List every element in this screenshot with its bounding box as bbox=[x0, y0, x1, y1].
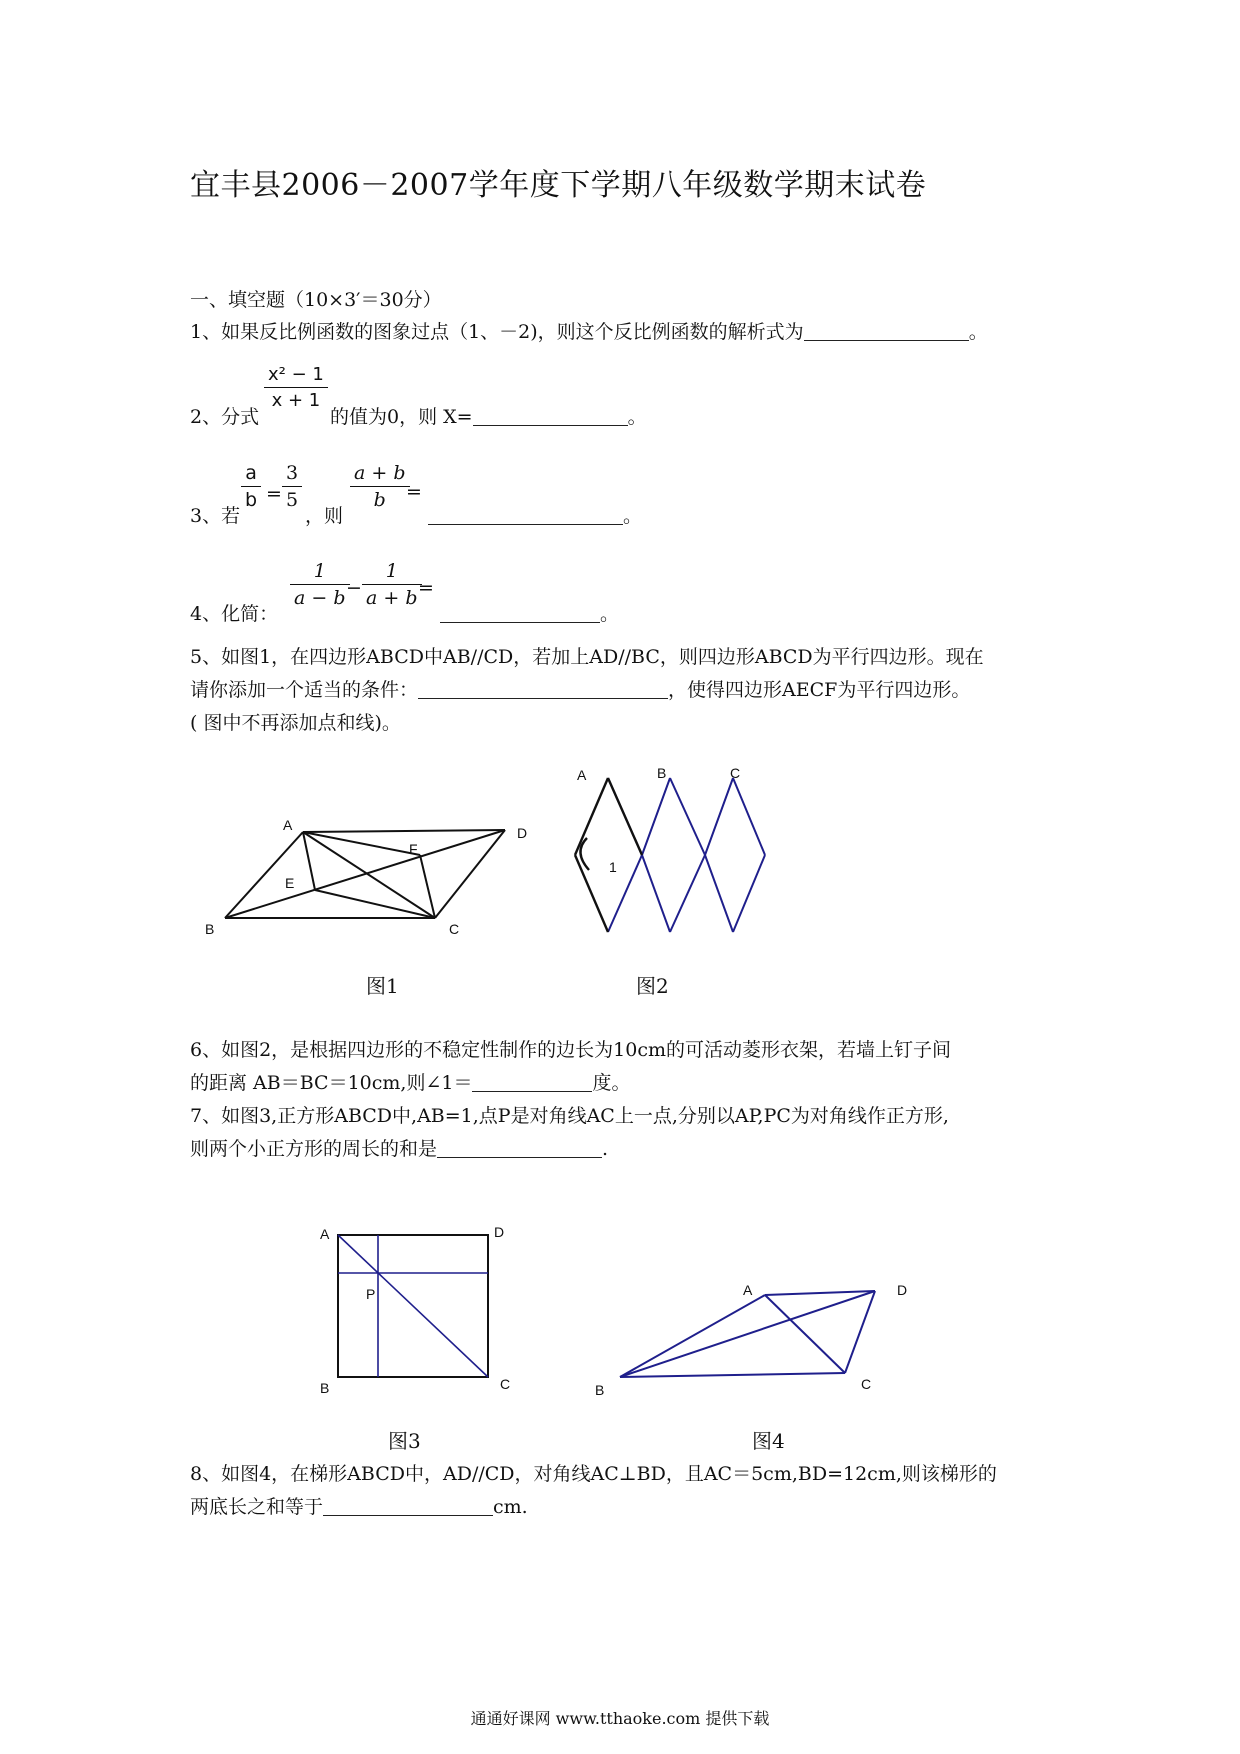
figure-2-rhombus-rack bbox=[565, 760, 790, 950]
fig1-edge-dc bbox=[435, 830, 505, 918]
fraction-numerator: 1 bbox=[313, 560, 326, 582]
fig2-edge bbox=[733, 855, 765, 932]
fraction-numerator: 1 bbox=[385, 560, 398, 582]
question-1-end: 。 bbox=[968, 321, 988, 343]
answer-blank-5[interactable] bbox=[418, 678, 668, 699]
question-3-fraction-sum bbox=[350, 462, 410, 511]
answer-blank-2[interactable] bbox=[473, 405, 628, 426]
fig2-edge-left-upper bbox=[575, 778, 608, 855]
fig2-edge bbox=[705, 855, 733, 932]
figure-1-caption: 图1 bbox=[366, 974, 399, 998]
figure-2-caption: 图2 bbox=[636, 974, 669, 998]
fig2-edge bbox=[705, 778, 733, 855]
answer-blank-1[interactable] bbox=[804, 320, 969, 341]
question-8-line-1: 8、如图4，在梯形ABCD中，AD//CD，对角线AC⊥BD，且AC＝5cm,BD=12cm,则该梯形的 bbox=[190, 1463, 997, 1485]
figure-4-caption: 图4 bbox=[752, 1429, 785, 1453]
fig4-edge-dc bbox=[845, 1291, 875, 1373]
fig2-label-c: C bbox=[730, 765, 741, 781]
fraction-numerator: a bbox=[245, 462, 257, 484]
fig4-edge-bc bbox=[620, 1373, 845, 1377]
fig2-label-angle-1: 1 bbox=[609, 859, 617, 875]
fig1-edge-ad bbox=[303, 830, 505, 832]
fig2-label-a: A bbox=[577, 767, 587, 783]
question-4-prefix: 4、化简： bbox=[190, 603, 279, 625]
fig1-label-f: F bbox=[409, 841, 418, 857]
section-heading-fill-blank: 一、填空题（10×3′＝30分） bbox=[190, 289, 442, 311]
fig4-label-d: D bbox=[897, 1282, 908, 1298]
question-7-line-2 bbox=[190, 1135, 608, 1163]
fig1-label-c: C bbox=[449, 921, 460, 937]
question-4 bbox=[440, 600, 619, 628]
fig3-label-a: A bbox=[320, 1226, 330, 1242]
answer-blank-6[interactable] bbox=[472, 1071, 592, 1092]
question-8-text-tail: cm. bbox=[493, 1496, 528, 1518]
fig3-label-b: B bbox=[320, 1380, 330, 1395]
fig2-edge bbox=[670, 778, 705, 855]
question-6-line-2 bbox=[190, 1069, 630, 1097]
fig3-label-d: D bbox=[494, 1225, 505, 1240]
question-1-text: 1、如果反比例函数的图象过点（1、－2)，则这个反比例函数的解析式为 bbox=[190, 321, 804, 343]
answer-blank-4[interactable] bbox=[440, 602, 600, 623]
fig2-edge bbox=[733, 778, 765, 855]
fraction-denominator: a + b bbox=[366, 587, 418, 609]
fig3-label-c: C bbox=[500, 1376, 511, 1392]
question-5-text-tail: ，使得四边形AECF为平行四边形。 bbox=[668, 679, 971, 701]
equals-sign: = bbox=[406, 481, 422, 503]
answer-blank-8[interactable] bbox=[323, 1495, 493, 1516]
question-5-line-3: ( 图中不再添加点和线)。 bbox=[190, 712, 401, 734]
fig1-label-e: E bbox=[285, 875, 295, 891]
page-title: 宜丰县2006－2007学年度下学期八年级数学期末试卷 bbox=[190, 168, 927, 203]
question-5-line-1: 5、如图1，在四边形ABCD中AB//CD，若加上AD//BC，则四边形ABCD为平行四边形。现在 bbox=[190, 646, 984, 668]
fig2-edge bbox=[670, 855, 705, 932]
answer-blank-3[interactable] bbox=[428, 504, 623, 525]
question-3-end: 。 bbox=[623, 505, 643, 527]
fig2-angle-arc bbox=[580, 838, 589, 870]
question-2-text: 的值为0，则 X= bbox=[330, 406, 473, 428]
question-8-line-2 bbox=[190, 1493, 528, 1521]
question-2 bbox=[330, 403, 647, 431]
fig2-edge bbox=[642, 778, 670, 855]
fig2-edge-bold bbox=[608, 778, 642, 855]
question-3 bbox=[428, 502, 642, 530]
fraction-denominator: b bbox=[373, 489, 386, 511]
fig4-label-a: A bbox=[743, 1282, 753, 1298]
question-1 bbox=[190, 318, 988, 346]
figure-3-caption: 图3 bbox=[388, 1429, 421, 1453]
question-5-text: 请你添加一个适当的条件： bbox=[190, 679, 419, 701]
fig1-label-a: A bbox=[283, 817, 293, 833]
fig1-label-d: D bbox=[517, 825, 528, 841]
minus-sign: − bbox=[346, 577, 362, 599]
fig1-edge-ae bbox=[303, 832, 315, 890]
question-7-text-tail: . bbox=[602, 1138, 609, 1160]
fraction-numerator: a + b bbox=[354, 462, 406, 484]
fig3-diagonal-ac bbox=[338, 1235, 488, 1377]
fraction-denominator: b bbox=[245, 489, 258, 511]
fig4-label-b: B bbox=[595, 1382, 605, 1395]
fig2-edge-left-lower bbox=[575, 855, 608, 932]
fraction-denominator: x + 1 bbox=[271, 390, 321, 411]
fig2-label-b: B bbox=[657, 765, 667, 781]
figure-3-square bbox=[310, 1225, 520, 1395]
question-2-prefix: 2、分式 bbox=[190, 406, 260, 428]
figure-4-trapezoid bbox=[575, 1265, 915, 1395]
question-3-fraction-a-b bbox=[241, 462, 261, 511]
question-5-line-2 bbox=[190, 676, 970, 704]
question-6-line-1: 6、如图2，是根据四边形的不稳定性制作的边长为10cm的可活动菱形衣架，若墙上钉子间 bbox=[190, 1039, 952, 1061]
question-2-end: 。 bbox=[627, 406, 647, 428]
fig1-label-b: B bbox=[205, 921, 215, 937]
question-8-text: 两底长之和等于 bbox=[190, 1496, 324, 1518]
fig1-edge-ec bbox=[315, 890, 435, 918]
question-7-line-1: 7、如图3,正方形ABCD中,AB=1,点P是对角线AC上一点,分别以AP,PC为对角线作正方形, bbox=[190, 1105, 949, 1127]
figure-1-parallelogram bbox=[195, 810, 545, 940]
fraction-denominator: 5 bbox=[286, 489, 299, 511]
fig3-label-p: P bbox=[366, 1286, 376, 1302]
equals-sign: = bbox=[266, 483, 282, 505]
question-4-end: 。 bbox=[600, 603, 620, 625]
answer-blank-7[interactable] bbox=[437, 1137, 602, 1158]
fig2-edge bbox=[642, 855, 670, 932]
fig4-diagonal-ac bbox=[765, 1295, 845, 1373]
question-7-text: 则两个小正方形的周长的和是 bbox=[190, 1138, 438, 1160]
equals-sign: = bbox=[418, 577, 434, 599]
question-2-fraction bbox=[264, 364, 328, 411]
question-3-fraction-3-5 bbox=[282, 462, 302, 511]
question-3-prefix: 3、若 bbox=[190, 505, 241, 527]
question-3-mid: ，则 bbox=[305, 505, 344, 527]
question-6-text: 的距离 AB＝BC＝10cm,则∠1＝ bbox=[190, 1072, 473, 1094]
page-footer: 通通好课网 www.tthaoke.com 提供下载 bbox=[470, 1709, 770, 1728]
fraction-denominator: a − b bbox=[294, 587, 346, 609]
fig4-label-c: C bbox=[861, 1376, 872, 1392]
fig4-edge-ad bbox=[765, 1291, 875, 1295]
question-6-text-tail: 度。 bbox=[592, 1072, 631, 1094]
question-4-fraction-2 bbox=[362, 560, 422, 609]
fraction-numerator: 3 bbox=[286, 462, 299, 484]
fraction-numerator: x² − 1 bbox=[268, 364, 324, 385]
question-4-fraction-1 bbox=[290, 560, 350, 609]
